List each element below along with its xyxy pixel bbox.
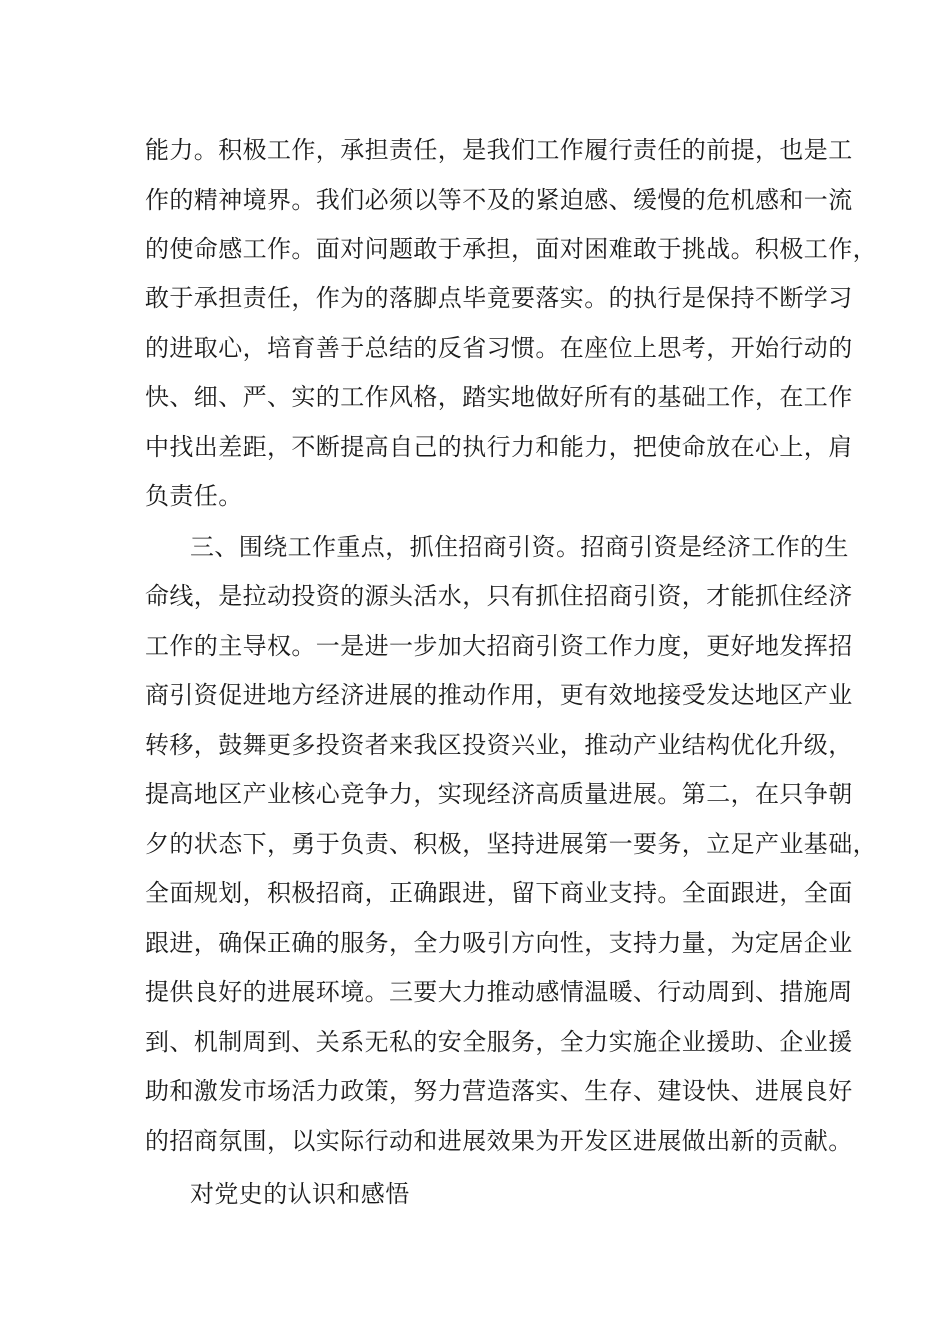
text-line: 敢于承担责任，作为的落脚点毕竟要落实。的执行是保持不断学习 <box>145 284 853 312</box>
text-line: 助和激发市场活力政策，努力营造落实、生存、建设快、进展良好 <box>145 1077 853 1105</box>
text-line: 全面规划，积极招商，正确跟进，留下商业支持。全面跟进，全面 <box>145 879 853 907</box>
title-line: 对党史的认识和感悟 <box>190 1180 410 1208</box>
text-line: 提供良好的进展环境。三要大力推动感情温暖、行动周到、措施周 <box>145 978 853 1006</box>
text-line: 夕的状态下，勇于负责、积极，坚持进展第一要务，立足产业基础， <box>145 830 877 858</box>
text-line: 提高地区产业核心竞争力，实现经济高质量进展。第二，在只争朝 <box>145 780 853 808</box>
text-line: 作的精神境界。我们必须以等不及的紧迫感、缓慢的危机感和一流 <box>145 186 853 214</box>
text-line: 商引资促进地方经济进展的推动作用，更有效地接受发达地区产业 <box>145 681 853 709</box>
text-line: 负责任。 <box>145 482 243 510</box>
text-line: 快、细、严、实的工作风格，踏实地做好所有的基础工作，在工作 <box>145 383 853 411</box>
text-line: 的招商氛围，以实际行动和进展效果为开发区进展做出新的贡献。 <box>145 1127 853 1155</box>
text-line: 中找出差距，不断提高自己的执行力和能力，把使命放在心上，肩 <box>145 433 853 461</box>
text-line: 命线，是拉动投资的源头活水，只有抓住招商引资，才能抓住经济 <box>145 582 853 610</box>
text-line: 跟进，确保正确的服务，全力吸引方向性，支持力量，为定居企业 <box>145 929 853 957</box>
text-line: 能力。积极工作，承担责任，是我们工作履行责任的前提，也是工 <box>145 136 853 164</box>
text-line: 到、机制周到、关系无私的安全服务，全力实施企业援助、企业援 <box>145 1028 853 1056</box>
text-line: 的使命感工作。面对问题敢于承担，面对困难敢于挑战。积极工作， <box>145 235 877 263</box>
section-heading-line: 三、围绕工作重点，抓住招商引资。招商引资是经济工作的生 <box>190 533 849 561</box>
text-line: 转移，鼓舞更多投资者来我区投资兴业，推动产业结构优化升级， <box>145 731 853 759</box>
text-line: 工作的主导权。一是进一步加大招商引资工作力度，更好地发挥招 <box>145 632 853 660</box>
text-line: 的进取心，培育善于总结的反省习惯。在座位上思考，开始行动的 <box>145 334 853 362</box>
